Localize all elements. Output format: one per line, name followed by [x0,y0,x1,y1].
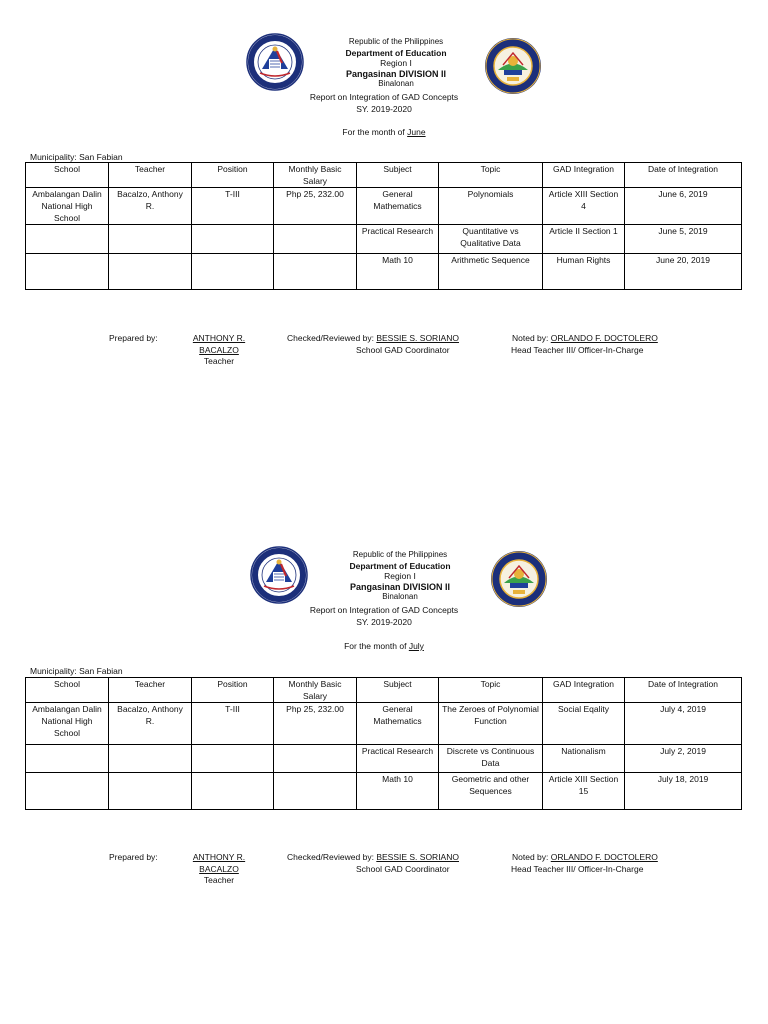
header-town: Binalonan [382,592,418,601]
checked-label: Checked/Reviewed by: [287,333,374,343]
checked-by-block [287,333,459,345]
cell-position [192,745,274,773]
cell-gad: Article XIII Section 4 [543,188,625,225]
col-position: Position [192,163,274,188]
noted-label: Noted by: [512,333,549,343]
cell-position [192,225,274,254]
header-republic: Republic of the Philippines [348,37,444,46]
month-prefix: For the month of [342,127,405,137]
cell-subject: Practical Research [357,745,439,773]
cell-topic: Discrete vs Continuous Data [439,745,543,773]
report-title: Report on Integration of GAD Concepts [309,92,459,102]
month-value: June [407,127,426,137]
header-department: Department of Education [349,560,451,571]
cell-topic: The Zeroes of Polynomial Function [439,703,543,745]
checked-title: School GAD Coordinator [356,345,450,355]
cell-salary: Php 25, 232.00 [274,188,357,225]
cell-gad: Social Eqality [543,703,625,745]
header-region: Region I [384,571,416,581]
prepared-by-block [109,852,158,864]
checked-title-block [356,864,450,876]
cell-subject: Math 10 [357,254,439,290]
cell-topic: Polynomials [439,188,543,225]
col-position: Position [192,678,274,703]
cell-salary [274,773,357,810]
col-teacher: Teacher [109,678,192,703]
noted-by-block [512,333,658,345]
prepared-name: ANTHONY R. BACALZO [192,852,246,874]
table-row [26,773,742,810]
checked-name: BESSIE S. SORIANO [376,852,459,862]
col-salary: Monthly Basic Salary [274,163,357,188]
cell-subject: General Mathematics [357,703,439,745]
cell-salary [274,745,357,773]
agency-header [322,550,478,603]
col-salary: Monthly Basic Salary [274,678,357,703]
deped-seal-logo [246,33,304,91]
header-republic: Republic of the Philippines [352,550,448,559]
cell-teacher [109,254,192,290]
noted-by-block [512,852,658,864]
cell-position: T-III [192,703,274,745]
table-row [26,254,742,290]
cell-gad: Article II Section 1 [543,225,625,254]
cell-school [26,254,109,290]
col-subject: Subject [357,163,439,188]
school-year: SY. 2019-2020 [356,616,412,627]
cell-teacher: Bacalzo, Anthony R. [109,703,192,745]
checked-title-block [356,345,450,357]
school-year: SY. 2019-2020 [356,103,412,114]
month-line [0,641,768,651]
cell-teacher [109,773,192,810]
prepared-label: Prepared by: [109,333,158,343]
cell-topic: Quantitative vs Qualitative Data [439,225,543,254]
header-department: Department of Education [345,47,447,58]
header-region: Region I [380,58,412,68]
month-value: July [408,641,424,651]
agency-header [318,37,474,90]
cell-date: June 5, 2019 [625,225,742,254]
cell-subject: Math 10 [357,773,439,810]
prepared-signatory [173,852,265,887]
gad-table-july [25,677,742,810]
col-subject: Subject [357,678,439,703]
col-school: School [26,678,109,703]
checked-by-block [287,852,459,864]
table-header-row [26,678,742,703]
cell-teacher [109,745,192,773]
cell-gad: Human Rights [543,254,625,290]
cell-teacher: Bacalzo, Anthony R. [109,188,192,225]
checked-label: Checked/Reviewed by: [287,852,374,862]
deped-seal-logo [250,546,308,604]
col-topic: Topic [439,678,543,703]
cell-school [26,225,109,254]
cell-teacher [109,225,192,254]
prepared-by-block [109,333,158,345]
col-school: School [26,163,109,188]
noted-title: Head Teacher III/ Officer-In-Charge [511,864,644,874]
cell-subject: Practical Research [357,225,439,254]
header-division: Pangasinan DIVISION II [349,581,451,592]
table-row [26,225,742,254]
report-title-block [0,92,768,115]
col-date: Date of Integration [625,678,742,703]
col-gad-integration: GAD Integration [543,678,625,703]
cell-school: Ambalangan Dalin National High School [26,188,109,225]
cell-date: July 4, 2019 [625,703,742,745]
division-seal-logo [490,550,548,608]
noted-title-block [511,864,643,876]
prepared-name: ANTHONY R. BACALZO [192,333,246,355]
col-topic: Topic [439,163,543,188]
cell-salary: Php 25, 232.00 [274,703,357,745]
table-row [26,188,742,225]
checked-title: School GAD Coordinator [356,864,450,874]
report-title: Report on Integration of GAD Concepts [309,605,459,615]
cell-gad: Article XIII Section 15 [543,773,625,810]
table-header-row [26,163,742,188]
month-line [0,127,768,137]
col-gad-integration: GAD Integration [543,163,625,188]
prepared-signatory [173,333,265,368]
cell-school: Ambalangan Dalin National High School [26,703,109,745]
noted-label: Noted by: [512,852,549,862]
cell-date: June 6, 2019 [625,188,742,225]
division-seal-logo [484,37,542,95]
gad-table-june [25,162,742,290]
cell-gad: Nationalism [543,745,625,773]
cell-school [26,773,109,810]
col-date: Date of Integration [625,163,742,188]
report-title-block [0,605,768,628]
prepared-title: Teacher [203,875,235,885]
municipality: Municipality: San Fabian [30,666,123,676]
cell-topic: Geometric and other Sequences [439,773,543,810]
noted-title-block [511,345,643,357]
prepared-title: Teacher [203,356,235,366]
cell-position [192,773,274,810]
cell-topic: Arithmetic Sequence [439,254,543,290]
cell-date: July 18, 2019 [625,773,742,810]
month-prefix: For the month of [344,641,407,651]
header-division: Pangasinan DIVISION II [345,68,447,79]
table-row [26,745,742,773]
cell-date: June 20, 2019 [625,254,742,290]
municipality: Municipality: San Fabian [30,152,123,162]
cell-salary [274,225,357,254]
header-town: Binalonan [378,79,414,88]
noted-name: ORLANDO F. DOCTOLERO [550,852,658,862]
prepared-label: Prepared by: [109,852,158,862]
cell-position: T-III [192,188,274,225]
cell-school [26,745,109,773]
table-row [26,703,742,745]
col-teacher: Teacher [109,163,192,188]
cell-subject: General Mathematics [357,188,439,225]
noted-name: ORLANDO F. DOCTOLERO [550,333,658,343]
cell-date: July 2, 2019 [625,745,742,773]
cell-position [192,254,274,290]
cell-salary [274,254,357,290]
checked-name: BESSIE S. SORIANO [376,333,459,343]
noted-title: Head Teacher III/ Officer-In-Charge [511,345,644,355]
